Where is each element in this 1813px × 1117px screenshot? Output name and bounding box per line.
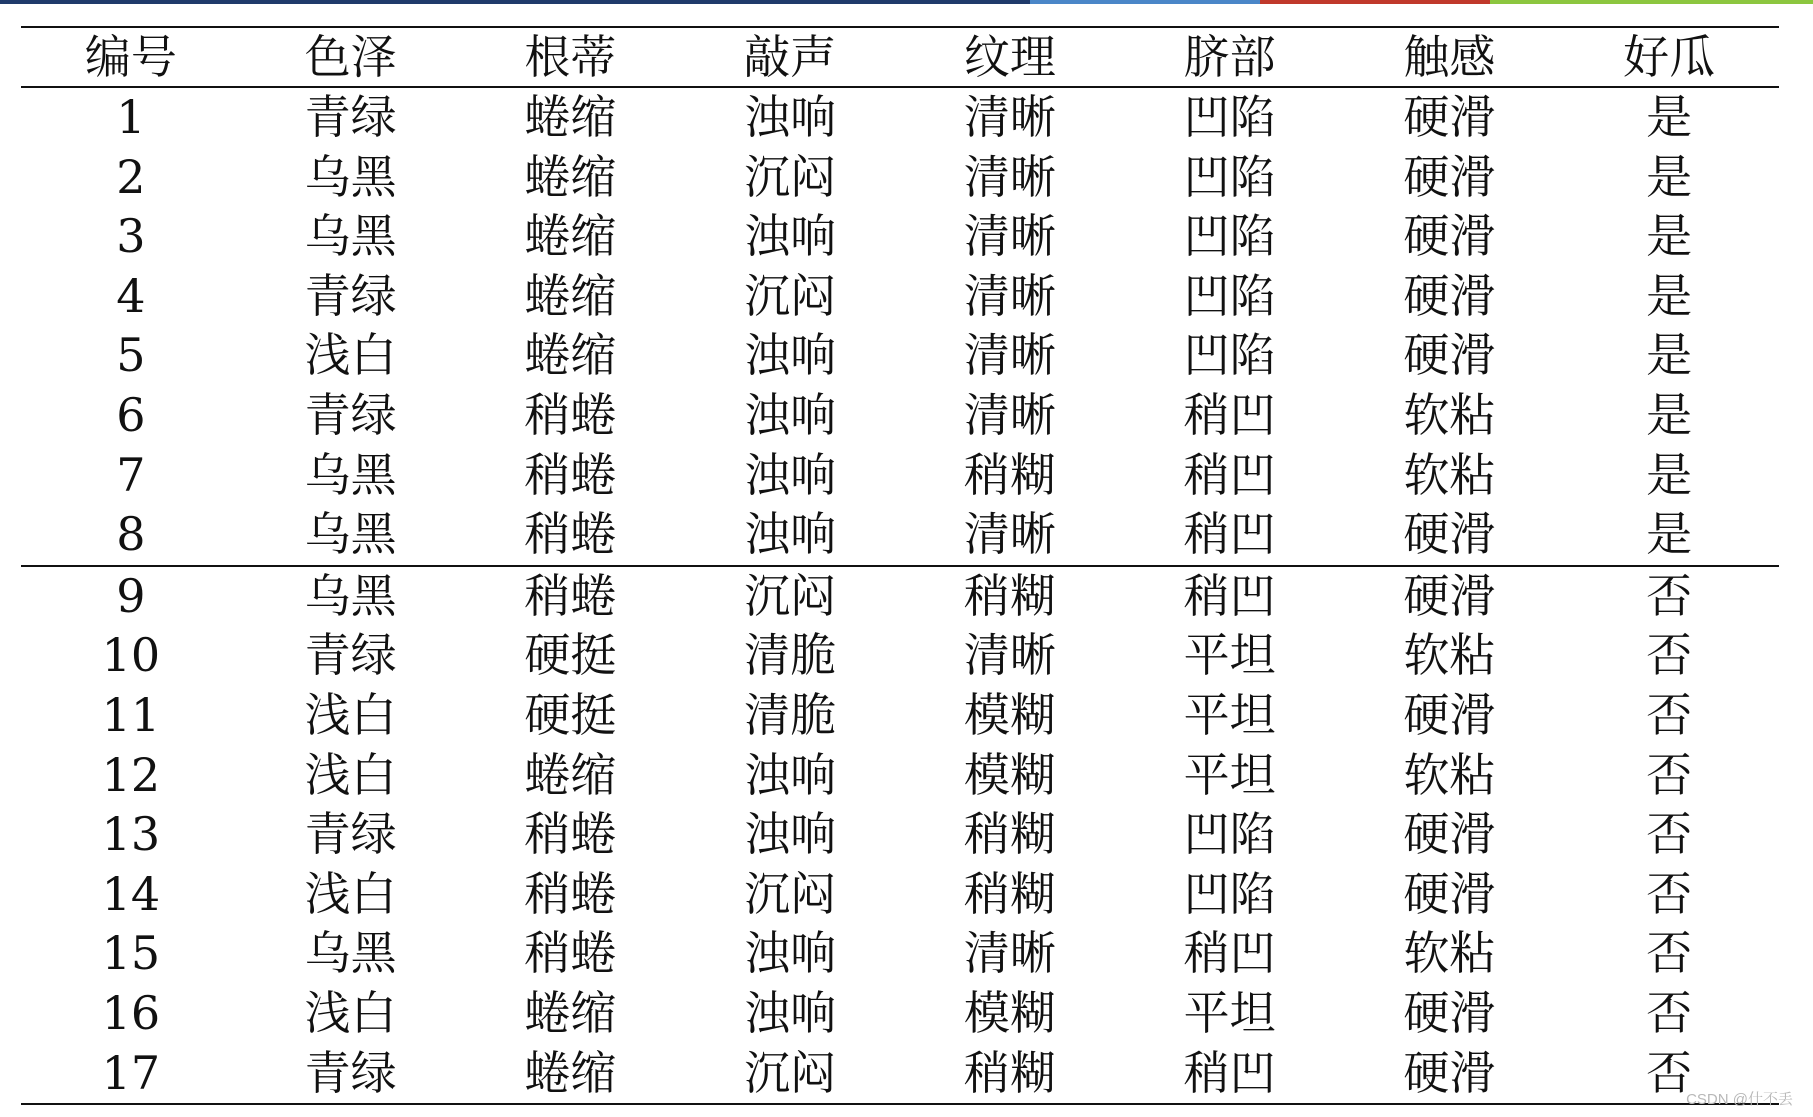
- table-cell: 平坦: [1183, 628, 1276, 683]
- table-cell: 否: [1646, 985, 1693, 1040]
- table-cell: 蜷缩: [524, 149, 617, 204]
- table-cell: 蜷缩: [524, 985, 617, 1040]
- table-cell: 乌黑: [304, 568, 397, 623]
- table-cell: 稍凹: [1183, 926, 1276, 981]
- table-row: [21, 626, 1779, 686]
- table-cell: 12: [101, 747, 161, 802]
- table-cell: 凹陷: [1183, 149, 1276, 204]
- table-cell: 凹陷: [1183, 90, 1276, 144]
- table-cell: 沉闷: [744, 268, 837, 323]
- table-cell: 稍凹: [1183, 568, 1276, 623]
- table-cell: 沉闷: [744, 866, 837, 921]
- table-cell: 蜷缩: [461, 1044, 681, 1105]
- table-row: [21, 87, 1779, 148]
- table-cell: 16: [101, 985, 161, 1040]
- table-cell: 浊响: [744, 387, 837, 442]
- table-cell: 沉闷: [680, 1044, 900, 1105]
- column-header: 脐部: [1183, 30, 1276, 84]
- table-cell: 凹陷: [1183, 268, 1276, 323]
- table-cell: 清脆: [744, 628, 837, 683]
- table-cell: 稍蜷: [524, 387, 617, 442]
- table-cell: 7: [116, 447, 146, 502]
- table-cell: 浅白: [304, 985, 397, 1040]
- table-cell: 是: [1646, 268, 1693, 323]
- table-cell: 否: [1646, 747, 1693, 802]
- table-cell: 清晰: [963, 387, 1056, 442]
- table-cell: 3: [116, 209, 146, 264]
- table-cell: 软粘: [1403, 747, 1496, 802]
- table-cell: 13: [101, 807, 161, 862]
- table-cell: 乌黑: [241, 505, 461, 566]
- table-row: [21, 267, 1779, 327]
- table-row: [21, 924, 1779, 984]
- table-cell: 硬滑: [1403, 149, 1496, 204]
- table-cell: 清晰: [963, 268, 1056, 323]
- table-cell: 乌黑: [304, 149, 397, 204]
- table-cell: 硬滑: [1403, 866, 1496, 921]
- table-cell: 平坦: [1183, 747, 1276, 802]
- table-cell: 稍糊: [900, 1044, 1120, 1105]
- table-cell: 硬滑: [1403, 209, 1496, 264]
- table-cell: 模糊: [963, 687, 1056, 742]
- table-cell: 清晰: [963, 628, 1056, 683]
- table-cell: 浊响: [744, 985, 837, 1040]
- table-cell: 8: [21, 505, 241, 566]
- table-cell: 软粘: [1403, 387, 1496, 442]
- table-header: [21, 27, 1779, 87]
- table-cell: 稍蜷: [461, 505, 681, 566]
- top-bar-segment-red: [1260, 0, 1490, 4]
- table-cell: 软粘: [1403, 926, 1496, 981]
- table-row: [21, 984, 1779, 1044]
- table-cell: 否: [1646, 568, 1693, 623]
- table-cell: 沉闷: [744, 149, 837, 204]
- table-cell: 青绿: [304, 90, 397, 144]
- table-cell: 是: [1646, 90, 1693, 144]
- table-cell: 硬挺: [524, 687, 617, 742]
- column-header: 编号: [84, 30, 177, 84]
- table-cell: 浊响: [680, 505, 900, 566]
- table-row: [21, 805, 1779, 865]
- table-cell: 14: [101, 866, 161, 921]
- table-cell: 乌黑: [304, 209, 397, 264]
- table-cell: 是: [1646, 447, 1693, 502]
- table-cell: 清晰: [963, 209, 1056, 264]
- table-cell: 11: [101, 687, 161, 742]
- table-cell: 是: [1646, 149, 1693, 204]
- table-cell: 青绿: [304, 807, 397, 862]
- column-header: 根蒂: [524, 30, 617, 84]
- table-row: [21, 865, 1779, 925]
- table-row: [21, 446, 1779, 506]
- table-cell: 浊响: [744, 747, 837, 802]
- header-row: [21, 27, 1779, 87]
- table-cell: 是: [1559, 505, 1779, 566]
- table-cell: 15: [101, 926, 161, 981]
- table-row: [21, 386, 1779, 446]
- table-cell: 稍糊: [963, 447, 1056, 502]
- table-cell: 稍糊: [963, 568, 1056, 623]
- table-cell: 稍蜷: [524, 807, 617, 862]
- column-header: 敲声: [744, 30, 837, 84]
- table-cell: 清晰: [900, 505, 1120, 566]
- table-cell: 浊响: [744, 90, 837, 144]
- table-row: [21, 148, 1779, 208]
- table-cell: 否: [1646, 926, 1693, 981]
- table-cell: 清晰: [963, 926, 1056, 981]
- table-cell: 5: [116, 328, 146, 383]
- top-color-bar: [0, 0, 1813, 4]
- table-cell: 稍凹: [1183, 447, 1276, 502]
- table-cell: 否: [1646, 687, 1693, 742]
- table-cell: 1: [116, 90, 146, 144]
- table-cell: 清晰: [963, 90, 1056, 144]
- table-cell: 模糊: [963, 985, 1056, 1040]
- table-cell: 硬滑: [1403, 568, 1496, 623]
- table-cell: 凹陷: [1183, 807, 1276, 862]
- table-cell: 硬滑: [1403, 807, 1496, 862]
- table-cell: 浊响: [744, 447, 837, 502]
- table-cell: 硬滑: [1403, 687, 1496, 742]
- table-cell: 软粘: [1403, 628, 1496, 683]
- table-cell: 青绿: [304, 268, 397, 323]
- table-cell: 硬滑: [1340, 1044, 1560, 1105]
- table-cell: 乌黑: [304, 447, 397, 502]
- table-cell: 蜷缩: [524, 209, 617, 264]
- column-header: 色泽: [304, 30, 397, 84]
- table-cell: 硬滑: [1403, 328, 1496, 383]
- column-header: 好瓜: [1623, 30, 1716, 84]
- table-cell: 蜷缩: [524, 747, 617, 802]
- table-cell: 清晰: [963, 328, 1056, 383]
- table-cell: 稍蜷: [524, 866, 617, 921]
- table-body: [21, 87, 1779, 1104]
- table-cell: 浅白: [304, 747, 397, 802]
- table-cell: 蜷缩: [524, 328, 617, 383]
- table-row: [21, 326, 1779, 386]
- table-cell: 4: [116, 268, 146, 323]
- table-cell: 模糊: [963, 747, 1056, 802]
- table-cell: 10: [101, 628, 161, 683]
- top-bar-segment-green: [1490, 0, 1813, 4]
- watermelon-data-table: [21, 26, 1779, 1105]
- table-cell: 凹陷: [1183, 209, 1276, 264]
- table-cell: 软粘: [1403, 447, 1496, 502]
- table-cell: 清脆: [744, 687, 837, 742]
- table-cell: 9: [116, 568, 146, 623]
- table-cell: 是: [1646, 209, 1693, 264]
- table-cell: 凹陷: [1183, 328, 1276, 383]
- table-cell: 凹陷: [1183, 866, 1276, 921]
- table-cell: 稍蜷: [524, 926, 617, 981]
- table-cell: 硬挺: [524, 628, 617, 683]
- table-cell: 稍糊: [963, 807, 1056, 862]
- data-table: [21, 26, 1779, 1105]
- table-cell: 硬滑: [1403, 268, 1496, 323]
- table-cell: 硬滑: [1403, 985, 1496, 1040]
- table-cell: 17: [21, 1044, 241, 1105]
- table-cell: 稍蜷: [524, 447, 617, 502]
- table-cell: 否: [1646, 628, 1693, 683]
- table-cell: 平坦: [1183, 687, 1276, 742]
- table-cell: 乌黑: [304, 926, 397, 981]
- table-cell: 是: [1646, 387, 1693, 442]
- table-cell: 稍凹: [1120, 505, 1340, 566]
- table-cell: 浊响: [744, 807, 837, 862]
- table-cell: 6: [116, 387, 146, 442]
- table-cell: 稍凹: [1120, 1044, 1340, 1105]
- table-cell: 稍糊: [963, 866, 1056, 921]
- table-cell: 稍蜷: [524, 568, 617, 623]
- table-cell: 浅白: [304, 328, 397, 383]
- table-cell: 蜷缩: [524, 90, 617, 144]
- table-row: [21, 746, 1779, 806]
- table-cell: 平坦: [1183, 985, 1276, 1040]
- table-cell: 否: [1646, 807, 1693, 862]
- top-bar-segment-navy: [0, 0, 1030, 4]
- table-cell: 蜷缩: [524, 268, 617, 323]
- table-cell: 浊响: [744, 209, 837, 264]
- table-cell: 稍凹: [1183, 387, 1276, 442]
- table-cell: 清晰: [963, 149, 1056, 204]
- table-cell: 青绿: [241, 1044, 461, 1105]
- table-cell: 浅白: [304, 866, 397, 921]
- table-cell: 硬滑: [1340, 505, 1560, 566]
- table-cell: 沉闷: [744, 568, 837, 623]
- table-row: [21, 1044, 1779, 1105]
- table-row: [21, 686, 1779, 746]
- table-row: [21, 207, 1779, 267]
- table-cell: 硬滑: [1403, 90, 1496, 144]
- table-cell: 浊响: [744, 926, 837, 981]
- table-cell: 青绿: [304, 628, 397, 683]
- table-cell: 青绿: [304, 387, 397, 442]
- table-cell: 是: [1646, 328, 1693, 383]
- table-cell: 浅白: [304, 687, 397, 742]
- column-header: 纹理: [963, 30, 1056, 84]
- top-bar-segment-blue: [1030, 0, 1260, 4]
- table-cell: 否: [1646, 866, 1693, 921]
- column-header: 触感: [1403, 30, 1496, 84]
- table-cell: 2: [116, 149, 146, 204]
- table-cell: 否: [1559, 1044, 1779, 1105]
- table-row: [21, 505, 1779, 566]
- table-cell: 浊响: [744, 328, 837, 383]
- table-row: [21, 566, 1779, 627]
- watermark: CSDN @什不丢: [1686, 1091, 1793, 1108]
